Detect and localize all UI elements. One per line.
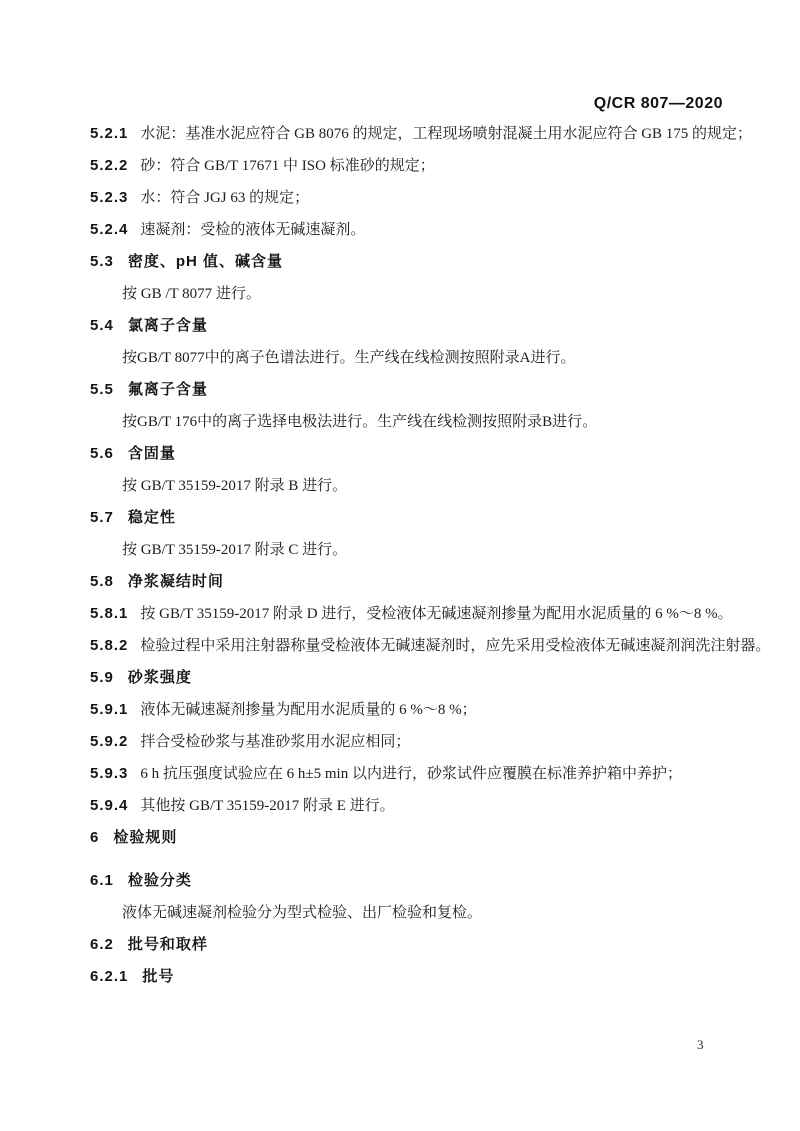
clause-5.9.3	[90, 766, 724, 782]
section-heading-5.8	[90, 574, 724, 590]
section-number: 5.4	[90, 317, 114, 334]
chapter-heading-6	[90, 830, 724, 846]
section-number: 5.2.4	[90, 221, 129, 238]
section-heading-5.4	[90, 318, 724, 334]
section-text: 按 GB /T 8077 进行。	[122, 286, 261, 302]
section-number: 5.8.1	[90, 605, 129, 622]
document-code: Q/CR 807—2020	[593, 95, 723, 112]
section-number: 6.2	[90, 936, 114, 953]
paragraph-line	[90, 478, 724, 494]
clause-5.2.3	[90, 190, 724, 206]
clause-5.8.1	[90, 605, 733, 622]
section-number: 5.9.3	[90, 765, 129, 782]
section-text: 检验分类	[127, 872, 192, 889]
section-text: 按 GB/T 35159-2017 附录 B 进行。	[122, 478, 348, 494]
section-number: 5.2.2	[90, 157, 129, 174]
clause-5.8.2	[90, 637, 771, 654]
section-number: 6.1	[90, 872, 114, 889]
section-text: 氟离子含量	[127, 381, 208, 398]
clause-5.9.2	[90, 734, 724, 750]
section-text: 稳定性	[127, 509, 176, 526]
section-number: 5.2.3	[90, 189, 129, 206]
document-content	[90, 125, 771, 1001]
section-text: 水：符合 JGJ 63 的规定；	[140, 190, 310, 206]
section-number: 5.2.1	[90, 125, 129, 142]
section-heading-6.2	[90, 937, 724, 953]
section-text: 净浆凝结时间	[127, 573, 224, 590]
section-heading-5.7	[90, 510, 724, 526]
clause-5.2.2	[90, 158, 724, 174]
paragraph-line	[90, 286, 724, 302]
section-text: 拌合受检砂浆与基准砂浆用水泥应相同；	[140, 734, 411, 750]
section-heading-5.5	[90, 382, 724, 398]
section-text: 按GB/T 8077中的离子色谱法进行。生产线在线检测按照附录A进行。	[122, 350, 576, 366]
section-text: 速凝剂：受检的液体无碱速凝剂。	[140, 222, 366, 238]
section-text: 液体无碱速凝剂检验分为型式检验、出厂检验和复检。	[122, 905, 483, 921]
section-text: 砂浆强度	[127, 669, 192, 686]
section-heading-5.6	[90, 446, 724, 462]
section-number: 5.9.1	[90, 701, 129, 718]
paragraph-line	[90, 350, 724, 366]
section-number: 5.8.2	[90, 637, 129, 654]
section-text: 检验规则	[113, 829, 178, 846]
section-text: 含固量	[127, 445, 176, 462]
section-text: 6 h 抗压强度试验应在 6 h±5 min 以内进行，砂浆试件应覆膜在标准养护箱中养护；	[140, 766, 682, 782]
section-text: 其他按 GB/T 35159-2017 附录 E 进行。	[140, 798, 395, 814]
clause-5.2.4	[90, 222, 724, 238]
section-number: 5.9.2	[90, 733, 129, 750]
section-text: 水泥：基准水泥应符合 GB 8076 的规定，工程现场喷射混凝土用水泥应符合 GB 175 的规定；	[140, 126, 753, 142]
section-text: 按 GB/T 35159-2017 附录 C 进行。	[122, 542, 348, 558]
section-number: 5.3	[90, 253, 114, 270]
section-heading-6.2.1	[90, 969, 724, 985]
section-number: 6	[90, 829, 100, 846]
clause-5.9.4	[90, 798, 724, 814]
section-number: 5.5	[90, 381, 114, 398]
clause-5.2.1	[90, 125, 753, 142]
section-text: 检验过程中采用注射器称量受检液体无碱速凝剂时，应先采用受检液体无碱速凝剂润洗注射器。	[140, 638, 771, 654]
paragraph-line	[90, 905, 724, 921]
section-number: 5.8	[90, 573, 114, 590]
paragraph-line	[90, 414, 724, 430]
section-heading-5.3	[90, 254, 724, 270]
section-text: 批号	[142, 968, 175, 985]
section-text: 密度、pH 值、碱含量	[127, 253, 284, 270]
section-heading-5.9	[90, 670, 724, 686]
section-number: 5.7	[90, 509, 114, 526]
section-number: 5.9.4	[90, 797, 129, 814]
section-number: 5.9	[90, 669, 114, 686]
paragraph-line	[90, 542, 724, 558]
page-number: 3	[697, 1037, 704, 1052]
section-text: 液体无碱速凝剂掺量为配用水泥质量的 6 %～8 %；	[140, 702, 477, 718]
clause-5.9.1	[90, 702, 724, 718]
section-text: 按 GB/T 35159-2017 附录 D 进行，受检液体无碱速凝剂掺量为配用水泥质量的 6 %～8 %。	[140, 606, 733, 622]
section-number: 5.6	[90, 445, 114, 462]
section-text: 批号和取样	[127, 936, 208, 953]
section-number: 6.2.1	[90, 968, 129, 985]
section-heading-6.1	[90, 873, 724, 889]
section-text: 氯离子含量	[127, 317, 208, 334]
section-text: 按GB/T 176中的离子选择电极法进行。生产线在线检测按照附录B进行。	[122, 414, 598, 430]
section-text: 砂：符合 GB/T 17671 中 ISO 标准砂的规定；	[140, 158, 435, 174]
